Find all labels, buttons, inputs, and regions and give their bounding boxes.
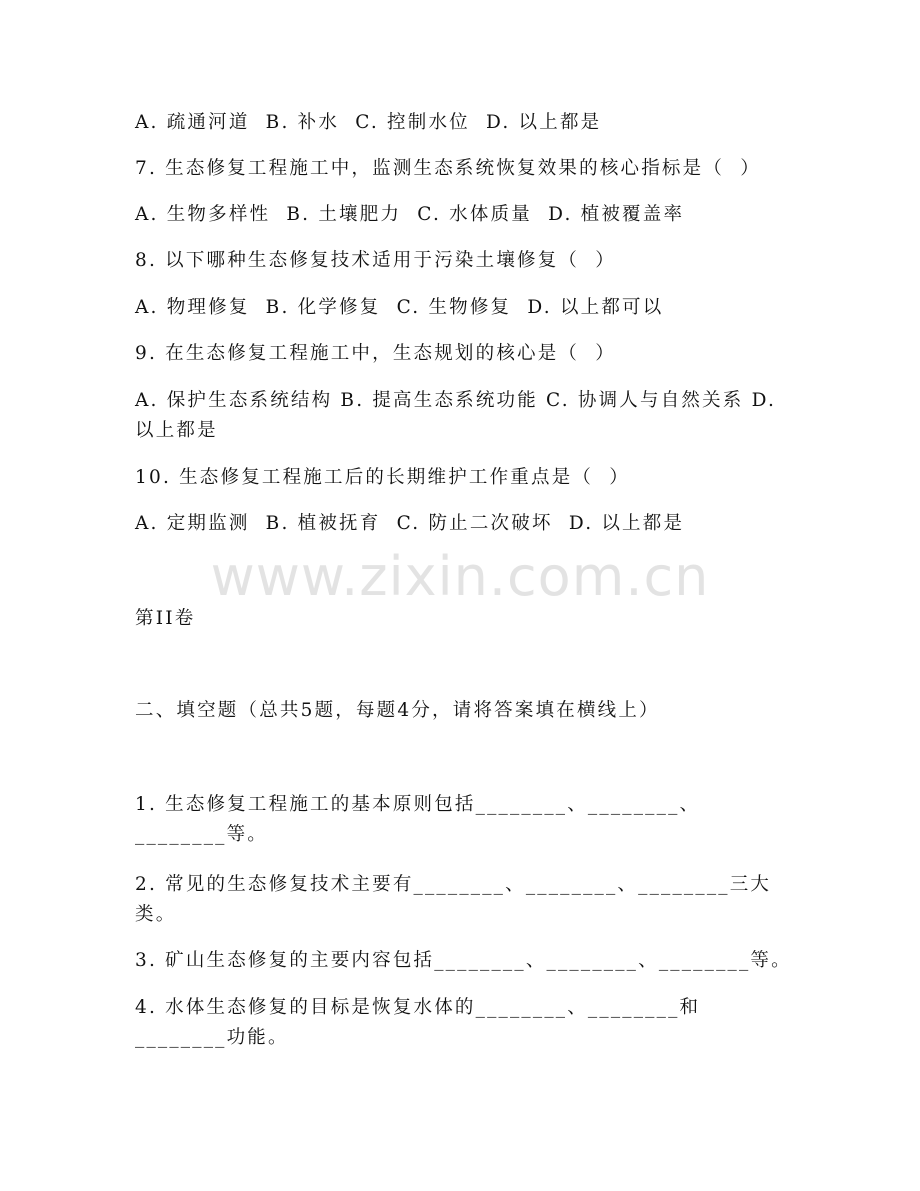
section-title: 第II卷 [135,608,196,629]
q10-options: A. 定期监测 B. 植被抚育 C. 防止二次破坏 D. 以上都是 [135,513,685,534]
watermark: www.zixin.com.cn [210,545,710,608]
q9-options: A. 保护生态系统结构 B. 提高生态系统功能 C. 协调人与自然关系 D. 以上都是 [135,390,777,441]
fill-q2: 2. 常见的生态修复技术主要有________、________、________三大类。 [135,874,772,925]
fill-q3: 3. 矿山生态修复的主要内容包括________、________、________等。 [135,950,792,971]
fill-blank-heading: 二、填空题（总共5题，每题4分，请将答案填在横线上） [135,700,660,721]
q6-options: A. 疏通河道 B. 补水 C. 控制水位 D. 以上都是 [135,112,602,133]
fill-q4: 4. 水体生态修复的目标是恢复水体的________、________和________功能。 [135,997,701,1048]
q8-options: A. 物理修复 B. 化学修复 C. 生物修复 D. 以上都可以 [135,297,664,318]
q7-stem: 7. 生态修复工程施工中，监测生态系统恢复效果的核心指标是（ ） [135,158,761,179]
q10-stem: 10. 生态修复工程施工后的长期维护工作重点是（ ） [135,467,630,488]
q7-options: A. 生物多样性 B. 土壤肥力 C. 水体质量 D. 植被覆盖率 [135,204,685,225]
q8-stem: 8. 以下哪种生态修复技术适用于污染土壤修复（ ） [135,250,616,271]
fill-q1: 1. 生态修复工程施工的基本原则包括________、________、________等。 [135,794,701,845]
q9-stem: 9. 在生态修复工程施工中，生态规划的核心是（ ） [135,343,616,364]
